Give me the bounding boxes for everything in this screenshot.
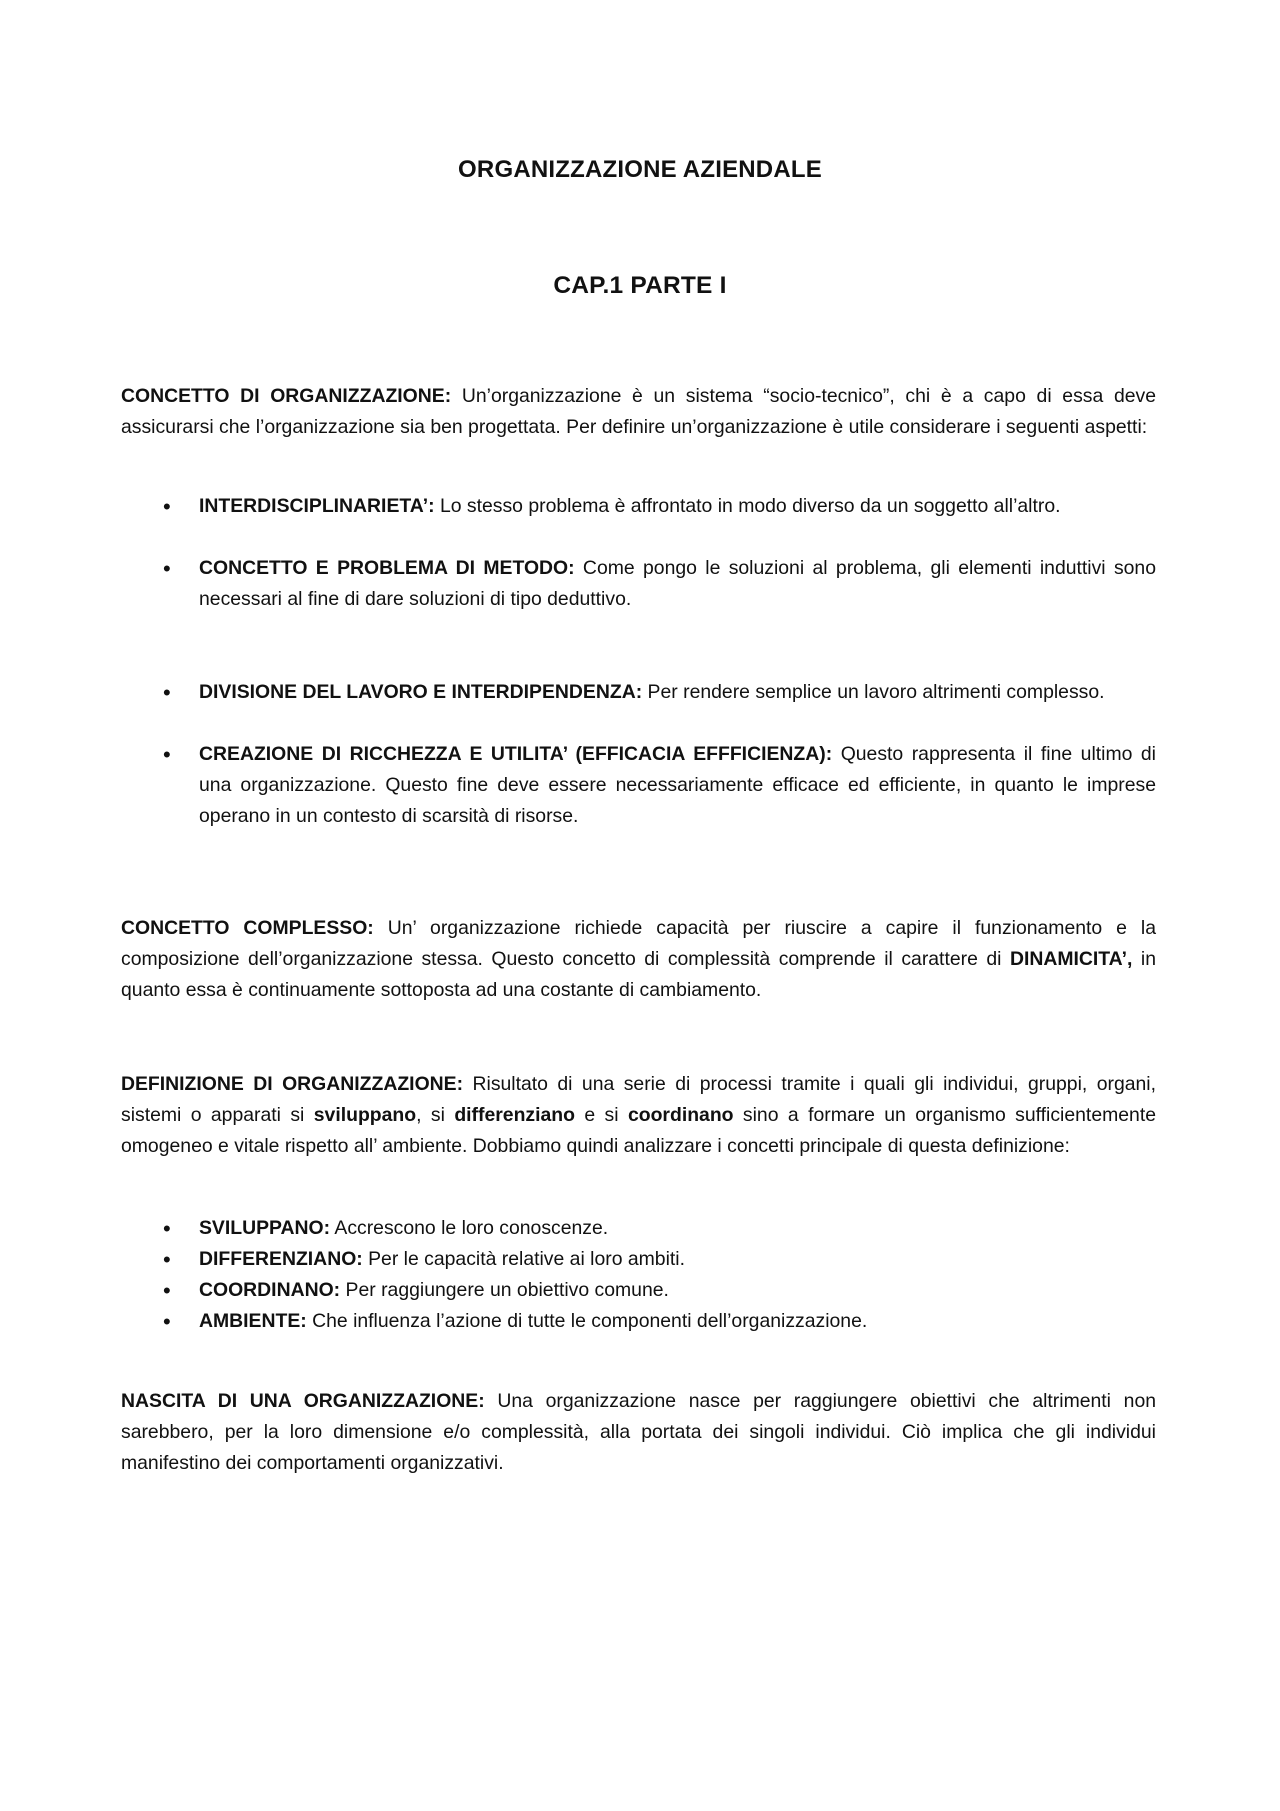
bullet-icon: • [163, 556, 171, 581]
label-concetto-complesso: CONCETTO COMPLESSO: [121, 917, 374, 939]
item-text: Questo rappresenta il fine ultimo di una organizzazione. Questo fine deve essere necessariamente efficace ed efficiente, in quanto le imprese operano in un contesto di scarsità di risorse. [199, 743, 1156, 827]
item-label: COORDINANO: [199, 1279, 341, 1301]
list-item [121, 677, 1156, 708]
item-text: Che influenza l’azione di tutte le componenti dell’organizzazione. [306, 1310, 868, 1332]
text-definizione-1: Risultato di una serie di processi tramite i quali gli individui, gruppi, organi, sistemi o apparati si [121, 1073, 1156, 1126]
text-concetto-complesso-end: in quanto essa è continuamente sottoposta ad una costante di cambiamento. [121, 948, 1156, 1001]
item-text: Per le capacità relative ai loro ambiti. [362, 1248, 685, 1270]
text-concetto-organizzazione: Un’organizzazione è un sistema “socio-tecnico”, chi è a capo di essa deve assicurarsi che l’organizzazione sia ben progettata. Per definire un’organizzazione è utile considerare i seguenti aspetti: [121, 385, 1156, 438]
item-text: Come pongo le soluzioni al problema, gli elementi induttivi sono necessari al fine di dare soluzioni di tipo deduttivo. [199, 557, 1157, 610]
text-nascita: Una organizzazione nasce per raggiungere obiettivi che altrimenti non sarebbero, per la loro dimensione e/o complessità, alla portata dei singoli individui. Ciò implica che gli individui manifestino dei comportamenti organizzativi. [121, 1390, 1157, 1474]
bullet-icon: • [163, 1247, 171, 1272]
list-item [121, 1306, 1156, 1337]
list-item [121, 1213, 1156, 1244]
list-item [121, 739, 1156, 832]
bullet-icon: • [163, 680, 171, 705]
label-concetto-organizzazione: CONCETTO DI ORGANIZZAZIONE: [121, 385, 452, 407]
item-label: DIFFERENZIANO: [199, 1248, 363, 1270]
text-definizione-2: , si [416, 1104, 455, 1126]
item-label: CONCETTO E PROBLEMA DI METODO: [199, 557, 575, 579]
item-label: SVILUPPANO: [199, 1217, 331, 1239]
document-title: ORGANIZZAZIONE AZIENDALE [458, 156, 822, 183]
list-item [121, 553, 1156, 615]
item-text: Accrescono le loro conoscenze. [330, 1217, 609, 1239]
list-item [121, 1275, 1156, 1306]
aspects-list [121, 491, 1156, 832]
paragraph-nascita [121, 1386, 1156, 1479]
item-text: Per rendere semplice un lavoro altrimenti complesso. [642, 681, 1105, 703]
bold-coordinano: coordinano [627, 1104, 734, 1126]
list-item [121, 491, 1156, 522]
label-definizione: DEFINIZIONE DI ORGANIZZAZIONE: [121, 1073, 464, 1095]
text-concetto-complesso: Un’ organizzazione richiede capacità per riuscire a capire il funzionamento e la composizione dell’organizzazione stessa. Questo concetto di complessità comprende il carattere di [121, 917, 1156, 970]
chapter-subtitle: CAP.1 PARTE I [553, 272, 727, 299]
bullet-icon: • [163, 1309, 171, 1334]
bold-differenziano: differenziano [454, 1104, 575, 1126]
text-definizione-3: e si [574, 1104, 628, 1126]
item-label: DIVISIONE DEL LAVORO E INTERDIPENDENZA: [199, 681, 643, 703]
item-label: CREAZIONE DI RICCHEZZA E UTILITA’ (EFFICACIA EFFFICIENZA): [199, 743, 833, 765]
concepts-list [121, 1213, 1156, 1337]
bullet-icon: • [163, 742, 171, 767]
item-text: Per raggiungere un obiettivo comune. [340, 1279, 669, 1301]
label-nascita: NASCITA DI UNA ORGANIZZAZIONE: [121, 1390, 485, 1412]
bullet-icon: • [163, 1216, 171, 1241]
paragraph-concetto-organizzazione [121, 381, 1156, 443]
text-definizione-4: sino a formare un organismo sufficientemente omogeneo e vitale rispetto all’ ambiente. Dobbiamo quindi analizzare i concetti principale di questa definizione: [121, 1104, 1156, 1157]
item-label: AMBIENTE: [199, 1310, 307, 1332]
paragraph-concetto-complesso [121, 913, 1156, 1006]
bullet-icon: • [163, 1278, 171, 1303]
bullet-icon: • [163, 494, 171, 519]
bold-sviluppano: sviluppano [313, 1104, 417, 1126]
item-text: Lo stesso problema è affrontato in modo diverso da un soggetto all’altro. [434, 495, 1061, 517]
item-label: INTERDISCIPLINARIETA’: [199, 495, 435, 517]
list-item [121, 1244, 1156, 1275]
bold-dinamicita: DINAMICITA’, [1009, 948, 1133, 970]
paragraph-definizione [121, 1069, 1156, 1162]
